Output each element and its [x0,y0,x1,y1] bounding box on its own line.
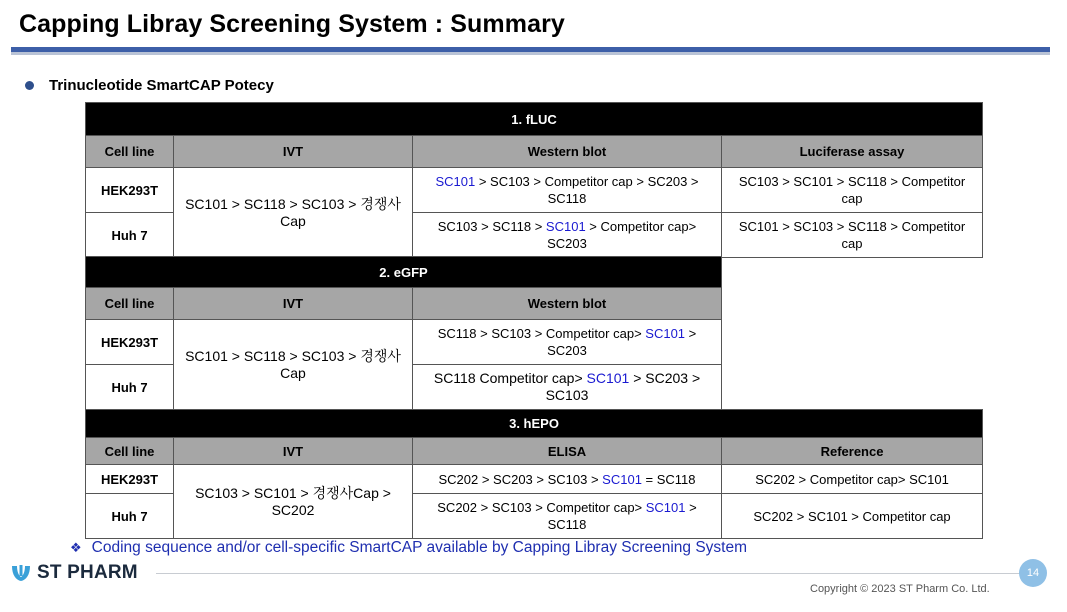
ivt-ranking: SC101 > SC118 > SC103 > 경쟁사Cap [174,320,413,410]
header-reference: Reference [722,438,983,465]
section-title-hepo: 3. hEPO [86,410,983,438]
ranking-text: SC202 > SC203 > SC103 > [438,471,603,487]
copyright-text: Copyright © 2023 ST Pharm Co. Ltd. [810,583,990,595]
reference-huh7: SC202 > SC101 > Competitor cap [722,494,983,539]
header-cell-line: Cell line [86,288,174,320]
header-cell-line: Cell line [86,438,174,465]
header-ivt: IVT [174,136,413,168]
footnote-text: Coding sequence and/or cell-specific SmartCAP available by Capping Libray Screening System [91,539,748,556]
header-elisa: ELISA [413,438,722,465]
ranking-text: SC202 > SC103 > Competitor cap> [437,500,646,515]
luciferase-hek293t: SC103 > SC101 > SC118 > Competitor cap [722,168,983,213]
western-blot-hek293t [413,320,722,365]
ivt-ranking: SC101 > SC118 > SC103 > 경쟁사Cap [174,168,413,258]
western-blot-huh7 [413,365,722,410]
ranking-text: > SC103 > Competitor cap > SC203 > SC118 [475,174,699,206]
section-title-egfp: 2. eGFP [86,257,722,288]
ranking-text: SC118 > SC103 > Competitor cap> [437,326,646,341]
footer-divider [156,573,1020,574]
elisa-huh7 [413,494,722,539]
header-ivt: IVT [174,288,413,320]
header-western-blot: Western blot [413,136,722,168]
header-western-blot: Western blot [413,288,722,320]
western-blot-hek293t [413,168,722,213]
highlight-sc101: SC101 [545,219,586,234]
ranking-text: > SC118 [547,500,697,532]
ranking-text: SC118 Competitor cap> [433,370,587,386]
ivt-ranking: SC103 > SC101 > 경쟁사Cap > SC202 [174,465,413,539]
egfp-table [85,256,722,410]
ranking-text: SC103 > SC118 > [437,219,546,234]
company-logo [10,562,138,584]
footnote [70,539,747,557]
title-rule-shadow [11,52,1050,55]
luciferase-huh7: SC101 > SC103 > SC118 > Competitor cap [722,213,983,258]
page-title: Capping Libray Screening System : Summary [19,10,565,38]
diamond-bullet-icon: ❖ [70,540,82,555]
cell-line-hek293t: HEK293T [86,320,174,365]
header-cell-line: Cell line [86,136,174,168]
cell-line-hek293t: HEK293T [86,168,174,213]
ranking-text: > SC203 > SC103 [545,370,701,403]
bullet-text: Trinucleotide SmartCAP Potecy [49,77,274,94]
header-ivt: IVT [174,438,413,465]
header-luciferase-assay: Luciferase assay [722,136,983,168]
logo-text: ST PHARM [37,562,138,583]
cell-line-huh7: Huh 7 [86,365,174,410]
highlight-sc101: SC101 [435,174,476,189]
cell-line-huh7: Huh 7 [86,213,174,258]
elisa-hek293t [413,465,722,494]
highlight-sc101: SC101 [602,471,642,487]
highlight-sc101: SC101 [645,500,686,515]
ranking-text: = SC118 [641,471,696,487]
bullet-dot-icon [25,81,34,90]
section-title-fluc: 1. fLUC [86,103,983,136]
hepo-table [85,409,983,539]
ranking-text: > Competitor cap> SC203 [547,219,697,251]
cell-line-hek293t: HEK293T [86,465,174,494]
highlight-sc101: SC101 [645,326,686,341]
bullet-heading [25,77,274,94]
reference-hek293t: SC202 > Competitor cap> SC101 [722,465,983,494]
cell-line-huh7: Huh 7 [86,494,174,539]
highlight-sc101: SC101 [586,370,630,386]
st-pharm-logo-icon [10,563,32,583]
ranking-text: > SC203 [547,326,697,358]
page-number: 14 [1019,559,1047,587]
western-blot-huh7 [413,213,722,258]
fluc-table [85,102,983,258]
